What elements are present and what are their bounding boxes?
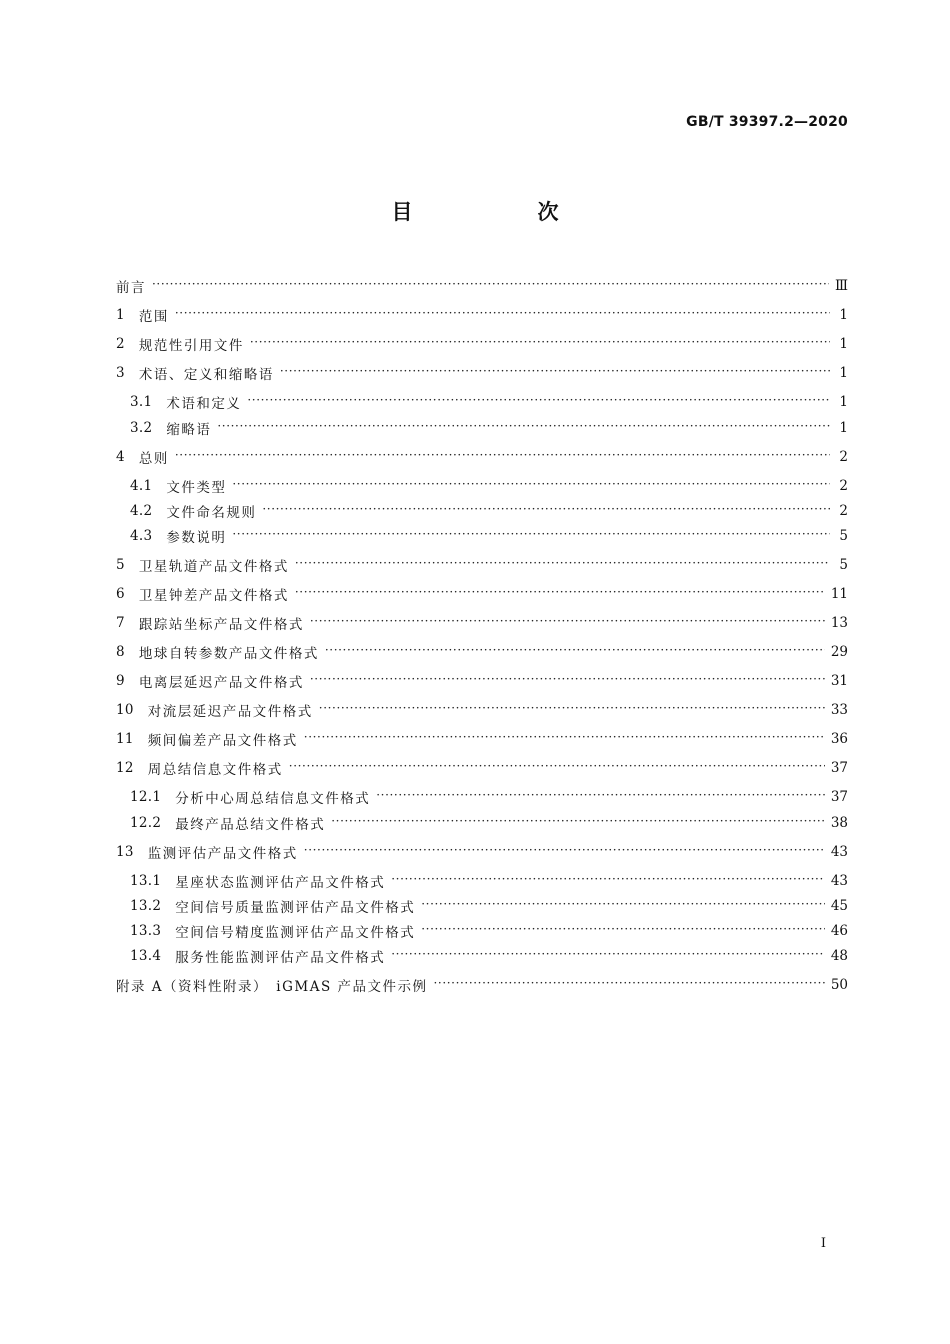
toc-entry-page: 29	[830, 644, 848, 660]
toc-entry[interactable]	[116, 641, 848, 663]
toc-entry-title: 空间信号质量监测评估产品文件格式	[175, 900, 416, 916]
toc-dot-leader	[376, 786, 825, 808]
toc-dot-leader	[262, 500, 830, 522]
toc-entry-title: 卫星轨道产品文件格式	[138, 559, 289, 575]
toc-entry-number: 12.1	[130, 789, 162, 805]
toc-entry-page: 37	[830, 789, 848, 805]
toc-dot-leader	[304, 728, 825, 750]
toc-entry[interactable]	[130, 895, 848, 917]
toc-entry[interactable]	[116, 333, 848, 355]
toc-entry-title: 周总结信息文件格式	[147, 762, 283, 778]
toc-entry-number: 3	[116, 365, 125, 381]
toc-entry[interactable]	[130, 417, 848, 439]
toc-entry-title: 范围	[138, 309, 169, 325]
toc-entry[interactable]	[116, 670, 848, 692]
toc-entry-page: 11	[830, 586, 848, 602]
toc-entry-page: 1	[839, 394, 848, 410]
toc-entry[interactable]	[130, 525, 848, 547]
table-of-contents	[116, 0, 848, 1000]
toc-dot-leader	[280, 362, 830, 384]
toc-entry-page: 2	[839, 478, 848, 494]
toc-entry[interactable]	[130, 500, 848, 522]
toc-entry-number: 13.3	[130, 923, 162, 939]
toc-entry-number: 13.4	[130, 948, 162, 964]
toc-entry-page: 2	[839, 503, 848, 519]
toc-entry-number: 5	[116, 557, 125, 573]
toc-entry-number: 9	[116, 673, 125, 689]
toc-dot-leader	[152, 275, 829, 297]
toc-entry-number: 13.2	[130, 898, 162, 914]
toc-entry-page: 50	[830, 977, 848, 993]
toc-entry[interactable]	[116, 974, 848, 996]
toc-entry-number: 4.3	[130, 528, 153, 544]
toc-entry-page: 13	[830, 615, 848, 631]
standard-code: GB/T 39397.2—2020	[686, 114, 848, 130]
toc-dot-leader	[217, 417, 830, 439]
toc-dot-leader	[175, 446, 830, 468]
toc-entry[interactable]	[116, 446, 848, 468]
toc-entry-number: 12.2	[130, 815, 162, 831]
toc-dot-leader	[295, 583, 825, 605]
toc-entry-number: 11	[116, 731, 134, 747]
toc-entry-number: 8	[116, 644, 125, 660]
toc-entry-number: 6	[116, 586, 125, 602]
toc-dot-leader	[232, 475, 830, 497]
toc-entry-page: 45	[830, 898, 848, 914]
toc-dot-leader	[304, 841, 825, 863]
toc-entry[interactable]	[130, 812, 848, 834]
toc-dot-leader	[250, 333, 830, 355]
toc-entry-title: 前言	[116, 280, 146, 296]
toc-dot-leader	[310, 670, 825, 692]
toc-entry-title: 最终产品总结文件格式	[175, 817, 326, 833]
toc-entry-number: 7	[116, 615, 125, 631]
toc-entry-number: 1	[116, 307, 125, 323]
page-title: 目 次	[391, 200, 611, 224]
toc-entry-page: 43	[830, 873, 848, 889]
toc-entry[interactable]	[116, 583, 848, 605]
toc-entry-title: 监测评估产品文件格式	[147, 846, 298, 862]
toc-dot-leader	[319, 699, 825, 721]
toc-entry-page: 43	[830, 844, 848, 860]
toc-dot-leader	[421, 895, 825, 917]
toc-entry-title: 对流层延迟产品文件格式	[147, 704, 313, 720]
toc-entry-title: 卫星钟差产品文件格式	[138, 588, 289, 604]
toc-dot-leader	[391, 870, 825, 892]
toc-entry[interactable]	[116, 304, 848, 326]
toc-dot-leader	[331, 812, 825, 834]
toc-entry-number: 10	[116, 702, 134, 718]
toc-entry[interactable]	[130, 391, 848, 413]
toc-entry-title: 地球自转参数产品文件格式	[138, 646, 319, 662]
toc-entry-page: 5	[839, 528, 848, 544]
toc-entry-number: 4.2	[130, 503, 153, 519]
toc-entry[interactable]	[130, 870, 848, 892]
toc-entry-title: 缩略语	[166, 422, 212, 438]
toc-entry-title: 星座状态监测评估产品文件格式	[175, 875, 386, 891]
toc-entry[interactable]	[116, 728, 848, 750]
toc-dot-leader	[434, 974, 825, 996]
toc-entry-page: 36	[830, 731, 848, 747]
toc-dot-leader	[247, 391, 830, 413]
toc-entry-page: 48	[830, 948, 848, 964]
toc-entry-number: 12	[116, 760, 134, 776]
toc-dot-leader	[310, 612, 825, 634]
toc-entry[interactable]	[130, 920, 848, 942]
toc-dot-leader	[289, 757, 825, 779]
toc-entry-number: 3.2	[130, 420, 153, 436]
toc-dot-leader	[295, 554, 830, 576]
toc-entry-number: 2	[116, 336, 125, 352]
toc-entry[interactable]	[130, 945, 848, 967]
toc-entry-title: 附录 A（资料性附录） iGMAS 产品文件示例	[116, 979, 428, 995]
toc-entry[interactable]	[116, 612, 848, 634]
toc-entry-page: 37	[830, 760, 848, 776]
toc-entry-title: 空间信号精度监测评估产品文件格式	[175, 925, 416, 941]
toc-entry-page: 1	[839, 420, 848, 436]
toc-entry-number: 4.1	[130, 478, 153, 494]
toc-entry[interactable]	[116, 841, 848, 863]
toc-entry[interactable]	[116, 554, 848, 576]
toc-entry-number: 3.1	[130, 394, 153, 410]
toc-entry-title: 文件类型	[166, 480, 227, 496]
toc-entry-title: 文件命名规则	[166, 505, 257, 521]
toc-entry-number: 4	[116, 449, 125, 465]
toc-entry-page: 46	[830, 923, 848, 939]
toc-entry-number: 13.1	[130, 873, 162, 889]
toc-entry-page: 33	[830, 702, 848, 718]
toc-entry-number: 13	[116, 844, 134, 860]
toc-entry-title: 跟踪站坐标产品文件格式	[138, 617, 304, 633]
toc-entry-page: 5	[839, 557, 848, 573]
toc-entry-page: 1	[839, 307, 848, 323]
toc-entry[interactable]	[116, 757, 848, 779]
toc-entry-title: 术语和定义	[166, 396, 242, 412]
page-number: I	[820, 1236, 826, 1251]
toc-entry-title: 电离层延迟产品文件格式	[138, 675, 304, 691]
toc-entry[interactable]	[116, 699, 848, 721]
toc-entry-page: Ⅲ	[834, 278, 848, 294]
toc-entry[interactable]	[116, 275, 848, 297]
toc-dot-leader	[325, 641, 825, 663]
toc-entry-title: 频间偏差产品文件格式	[147, 733, 298, 749]
toc-entry-title: 分析中心周总结信息文件格式	[175, 791, 371, 807]
toc-entry-title: 术语、定义和缩略语	[138, 367, 274, 383]
toc-entry-title: 参数说明	[166, 530, 227, 546]
toc-entry-page: 38	[830, 815, 848, 831]
toc-entry[interactable]	[130, 786, 848, 808]
toc-entry-title: 规范性引用文件	[138, 338, 244, 354]
toc-entry-page: 1	[839, 336, 848, 352]
toc-entry-page: 2	[839, 449, 848, 465]
toc-dot-leader	[232, 525, 830, 547]
toc-dot-leader	[391, 945, 825, 967]
toc-dot-leader	[421, 920, 825, 942]
toc-dot-leader	[175, 304, 830, 326]
toc-entry[interactable]	[130, 475, 848, 497]
toc-entry-title: 总则	[138, 451, 169, 467]
toc-entry-page: 31	[830, 673, 848, 689]
toc-entry-title: 服务性能监测评估产品文件格式	[175, 950, 386, 966]
toc-entry[interactable]	[116, 362, 848, 384]
toc-entry-page: 1	[839, 365, 848, 381]
